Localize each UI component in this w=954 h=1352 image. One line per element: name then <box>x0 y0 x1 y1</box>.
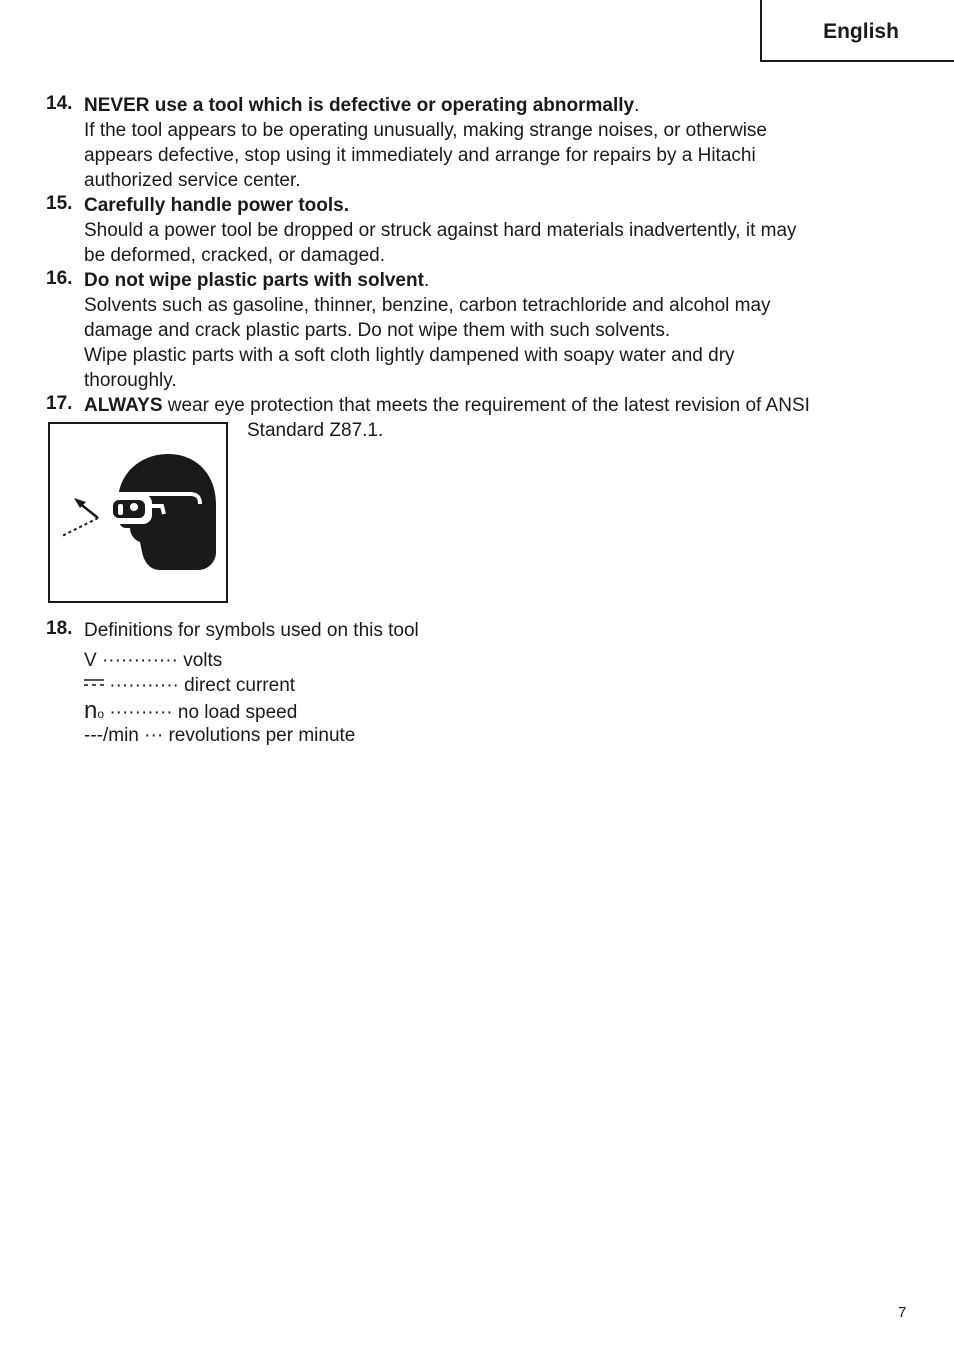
item-number: 14. <box>46 93 73 114</box>
item-title: NEVER use a tool which is defective or operating abnormally. <box>84 95 640 116</box>
item-body-line: Solvents such as gasoline, thinner, benzine, carbon tetrachloride and alcohol may <box>84 295 771 316</box>
symbol-meaning: revolutions per minute <box>168 725 356 746</box>
symbol-meaning: direct current <box>184 675 296 696</box>
symbol-meaning: volts <box>183 650 223 671</box>
symbol: no <box>84 697 105 724</box>
item-title: ALWAYS wear eye protection that meets the requirement of the latest revision of ANSI <box>84 395 810 416</box>
eye-protection-icon <box>48 422 228 603</box>
item-number: 15. <box>46 193 73 214</box>
item-body-line: Standard Z87.1. <box>247 420 384 441</box>
direct-current-icon <box>84 671 104 696</box>
item-body-line: authorized service center. <box>84 170 301 191</box>
item-title: Carefully handle power tools. <box>84 195 349 216</box>
item-title: Definitions for symbols used on this tool <box>84 620 419 641</box>
item-number: 18. <box>46 618 73 639</box>
item-body-line: damage and crack plastic parts. Do not wipe them with such solvents. <box>84 320 671 341</box>
item-body-line: Wipe plastic parts with a soft cloth lightly dampened with soapy water and dry <box>84 345 735 366</box>
item-title: Do not wipe plastic parts with solvent. <box>84 270 430 291</box>
item-body-line: Should a power tool be dropped or struck against hard materials inadvertently, it may <box>84 220 797 241</box>
symbol-meaning: no load speed <box>177 702 298 723</box>
item-body-line: If the tool appears to be operating unusually, making strange noises, or otherwise <box>84 120 767 141</box>
symbol: V <box>84 650 97 671</box>
symbol-row-volts <box>84 648 222 673</box>
leader-dots: ··· <box>144 725 164 746</box>
language-tab <box>760 0 954 62</box>
item-body-line: be deformed, cracked, or damaged. <box>84 245 386 266</box>
symbol-row-rpm <box>84 723 355 748</box>
leader-dots: ·········· <box>109 702 173 723</box>
item-body-line: appears defective, stop using it immediately and arrange for repairs by a Hitachi <box>84 145 756 166</box>
item-body-line: thoroughly. <box>84 370 177 391</box>
language-label: English <box>823 20 899 43</box>
symbol-row-direct-current <box>84 673 295 698</box>
symbol: ---/min <box>84 725 139 746</box>
item-number: 17. <box>46 393 73 414</box>
item-number: 16. <box>46 268 73 289</box>
leader-dots: ············ <box>101 650 178 671</box>
leader-dots: ··········· <box>109 675 179 696</box>
page-number: 7 <box>898 1304 907 1321</box>
